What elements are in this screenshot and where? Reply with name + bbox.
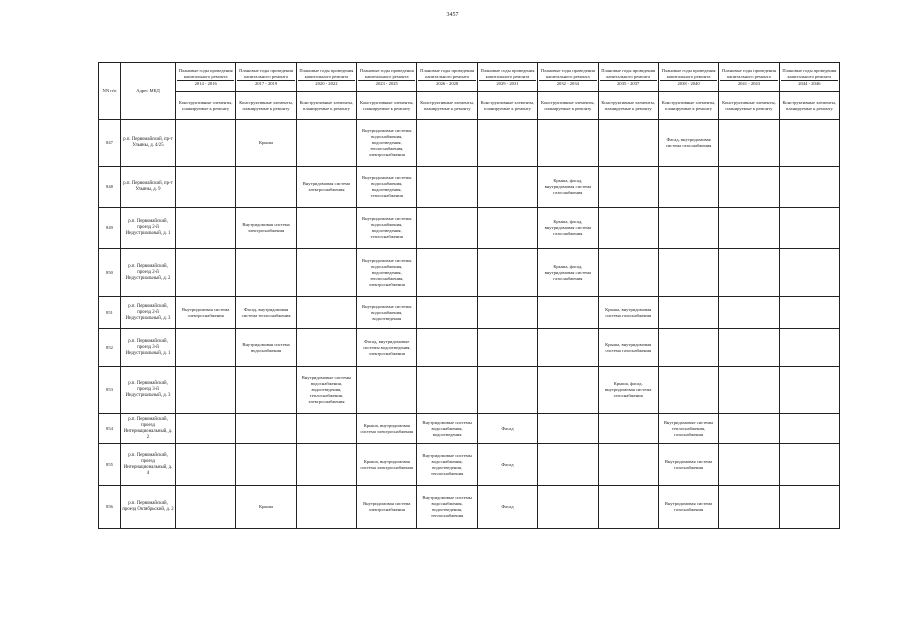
header-address: Адрес МКД — [121, 63, 176, 120]
header-elements-label: Конструктивные элементы, планируемые к ремонту — [296, 92, 356, 120]
header-nn: NN п/п — [99, 63, 121, 120]
table-row — [99, 249, 840, 297]
row-number: 856 — [99, 486, 121, 529]
row-cell-period-7 — [598, 444, 658, 486]
row-cell-period-8 — [658, 167, 718, 208]
row-cell-period-7 — [598, 120, 658, 167]
table-row — [99, 167, 840, 208]
row-cell-period-4 — [417, 329, 477, 367]
header-planned-label: Плановые годы проведения капитального ремонта — [359, 67, 414, 79]
repair-schedule-table — [98, 62, 840, 529]
row-cell-period-9 — [719, 297, 779, 329]
row-cell-period-1 — [236, 249, 296, 297]
header-elements-label: Конструктивные элементы, планируемые к ремонту — [176, 92, 236, 120]
row-cell-period-10 — [779, 414, 839, 444]
row-number: 850 — [99, 249, 121, 297]
header-years: 2017 - 2019 — [237, 80, 294, 87]
header-elements-label: Конструктивные элементы, планируемые к ремонту — [658, 92, 718, 120]
row-cell-period-1: Фасад, внутридомовая система теплоснабжения — [236, 297, 296, 329]
row-cell-period-2 — [296, 249, 356, 297]
header-planned-label: Плановые годы проведения капитального ремонта — [782, 67, 837, 79]
row-cell-period-1 — [236, 367, 296, 414]
header-planned-label: Плановые годы проведения капитального ремонта — [239, 67, 293, 79]
header-planned-label: Плановые годы проведения капитального ремонта — [661, 67, 716, 79]
row-cell-period-0 — [176, 414, 236, 444]
row-cell-period-6 — [538, 297, 598, 329]
row-cell-period-10 — [779, 167, 839, 208]
header-planned-label: Плановые годы проведения капитального ремонта — [540, 67, 595, 79]
row-cell-period-5: Фасад — [477, 414, 537, 444]
header-planned-label: Плановые годы проведения капитального ремонта — [601, 67, 656, 79]
row-cell-period-3: Фасад, внутридомовые системы водоотведения, электроснабжения — [357, 329, 417, 367]
row-address: р.п. Первомайский, проезд Октябрьский, д. 2 — [121, 486, 176, 529]
row-address: р.п. Первомайский, пр-т Ульяны, д. 4/25 — [121, 120, 176, 167]
row-cell-period-7: Крыша, внутридомовая система газоснабжения — [598, 329, 658, 367]
row-cell-period-2 — [296, 297, 356, 329]
row-number: 849 — [99, 208, 121, 249]
row-cell-period-3: Внутридомовые системы водоснабжения, водоотведения, теплоснабжения, электроснабжения — [357, 249, 417, 297]
row-cell-period-2 — [296, 208, 356, 249]
row-number: 853 — [99, 367, 121, 414]
row-cell-period-7 — [598, 208, 658, 249]
header-years: 2029 - 2031 — [479, 80, 536, 87]
row-cell-period-9 — [719, 486, 779, 529]
row-cell-period-10 — [779, 297, 839, 329]
row-cell-period-10 — [779, 444, 839, 486]
header-period-0 — [176, 63, 236, 92]
row-cell-period-8 — [658, 249, 718, 297]
row-cell-period-8 — [658, 208, 718, 249]
row-cell-period-3: Внутридомовые системы водоснабжения, водоотведения, теплоснабжения — [357, 167, 417, 208]
row-number: 854 — [99, 414, 121, 444]
header-years: 2038 - 2040 — [660, 80, 717, 87]
row-cell-period-7 — [598, 486, 658, 529]
row-cell-period-7 — [598, 167, 658, 208]
row-cell-period-5 — [477, 167, 537, 208]
table-row — [99, 486, 840, 529]
header-years: 2044 - 2046 — [781, 80, 838, 87]
row-cell-period-0 — [176, 208, 236, 249]
row-cell-period-7: Крыша, внутридомовая система газоснабжения — [598, 297, 658, 329]
row-cell-period-8: Внутридомовая система газоснабжения — [658, 486, 718, 529]
header-years: 2035 - 2037 — [600, 80, 657, 87]
header-elements-label: Конструктивные элементы, планируемые к ремонту — [357, 92, 417, 120]
row-cell-period-6 — [538, 329, 598, 367]
header-elements-label: Конструктивные элементы, планируемые к ремонту — [477, 92, 537, 120]
table-row — [99, 297, 840, 329]
table-row — [99, 444, 840, 486]
row-cell-period-5 — [477, 120, 537, 167]
row-cell-period-0 — [176, 486, 236, 529]
row-cell-period-3 — [357, 367, 417, 414]
row-cell-period-9 — [719, 329, 779, 367]
row-cell-period-1 — [236, 167, 296, 208]
row-cell-period-8 — [658, 297, 718, 329]
header-years: 2032 - 2034 — [539, 80, 596, 87]
row-number: 847 — [99, 120, 121, 167]
row-address: р.п. Первомайский, проезд 2-й Индустриальный, д. 2 — [121, 249, 176, 297]
row-cell-period-9 — [719, 120, 779, 167]
header-elements-label: Конструктивные элементы, планируемые к ремонту — [598, 92, 658, 120]
row-cell-period-6 — [538, 120, 598, 167]
header-elements-label: Конструктивные элементы, планируемые к ремонту — [719, 92, 779, 120]
row-address: р.п. Первомайский, проезд 2-й Индустриальный, д. 3 — [121, 297, 176, 329]
row-cell-period-6: Крыша, фасад, внутридомовая система газоснабжения — [538, 249, 598, 297]
row-cell-period-9 — [719, 367, 779, 414]
row-address: р.п. Первомайский, проезд 3-й Индустриальный, д. 3 — [121, 367, 176, 414]
row-cell-period-8 — [658, 367, 718, 414]
row-cell-period-1: Крыша — [236, 120, 296, 167]
row-cell-period-4 — [417, 367, 477, 414]
row-cell-period-4 — [417, 167, 477, 208]
row-address: р.п. Первомайский, проезд 3-й Индустриальный, д. 1 — [121, 329, 176, 367]
table-row — [99, 367, 840, 414]
row-cell-period-4 — [417, 208, 477, 249]
row-cell-period-8: Внутридомовая система газоснабжения — [658, 444, 718, 486]
row-cell-period-2 — [296, 414, 356, 444]
row-cell-period-4 — [417, 120, 477, 167]
row-cell-period-4 — [417, 297, 477, 329]
page-number: 3457 — [446, 12, 459, 18]
row-cell-period-5 — [477, 249, 537, 297]
header-period-10 — [779, 63, 839, 92]
header-planned-label: Плановые годы проведения капитального ремонта — [480, 67, 535, 79]
header-years: 2020 - 2022 — [298, 80, 355, 87]
header-period-8 — [658, 63, 718, 92]
row-cell-period-5 — [477, 367, 537, 414]
row-cell-period-7 — [598, 414, 658, 444]
header-period-7 — [598, 63, 658, 92]
header-elements-label: Конструктивные элементы, планируемые к ремонту — [779, 92, 839, 120]
row-cell-period-5 — [477, 329, 537, 367]
row-cell-period-3: Внутридомовые системы водоснабжения, водоотведения — [357, 297, 417, 329]
row-cell-period-8: Фасад, внутридомовая система газоснабжения — [658, 120, 718, 167]
header-years: 2026 - 2028 — [418, 80, 475, 87]
row-cell-period-0 — [176, 367, 236, 414]
table-row — [99, 208, 840, 249]
row-cell-period-7: Крыша, фасад, внутридомовая система газоснабжения — [598, 367, 658, 414]
header-period-1 — [236, 63, 296, 92]
row-cell-period-0 — [176, 329, 236, 367]
row-cell-period-2 — [296, 120, 356, 167]
row-cell-period-2: Внутридомовая система электроснабжения — [296, 167, 356, 208]
header-period-2 — [296, 63, 356, 92]
row-cell-period-6: Крыша, фасад, внутридомовая система газоснабжения — [538, 167, 598, 208]
row-cell-period-6 — [538, 486, 598, 529]
row-cell-period-9 — [719, 444, 779, 486]
header-planned-label: Плановые годы проведения капитального ремонта — [299, 67, 354, 79]
row-cell-period-10 — [779, 486, 839, 529]
row-cell-period-0 — [176, 249, 236, 297]
row-cell-period-9 — [719, 249, 779, 297]
row-number: 851 — [99, 297, 121, 329]
row-cell-period-5: Фасад — [477, 444, 537, 486]
row-cell-period-10 — [779, 329, 839, 367]
row-cell-period-9 — [719, 167, 779, 208]
row-cell-period-3: Крыша, внутридомовая система электроснабжения — [357, 414, 417, 444]
header-period-9 — [719, 63, 779, 92]
row-cell-period-2 — [296, 486, 356, 529]
row-cell-period-4 — [417, 249, 477, 297]
row-cell-period-4: Внутридомовые системы водоснабжения, водоотведения — [417, 414, 477, 444]
row-number: 852 — [99, 329, 121, 367]
row-cell-period-1 — [236, 414, 296, 444]
row-address: р.п. Первомайский, пр-т Ульяны, д. 9 — [121, 167, 176, 208]
header-period-6 — [538, 63, 598, 92]
header-years: 2014 - 2016 — [177, 80, 234, 87]
header-planned-label: Плановые годы проведения капитального ремонта — [178, 67, 233, 79]
row-address: р.п. Первомайский, проезд Интернациональный, д. 2 — [121, 414, 176, 444]
table-row — [99, 329, 840, 367]
row-address: р.п. Первомайский, проезд 2-й Индустриальный, д. 1 — [121, 208, 176, 249]
row-number: 848 — [99, 167, 121, 208]
row-cell-period-8 — [658, 329, 718, 367]
row-cell-period-1: Крыша — [236, 486, 296, 529]
header-elements-label: Конструктивные элементы, планируемые к ремонту — [417, 92, 477, 120]
row-address: р.п. Первомайский, проезд Интернациональный, д. 4 — [121, 444, 176, 486]
row-cell-period-6 — [538, 367, 598, 414]
header-period-4 — [417, 63, 477, 92]
row-number: 855 — [99, 444, 121, 486]
header-planned-label: Плановые годы проведения капитального ремонта — [721, 67, 776, 79]
row-cell-period-2 — [296, 329, 356, 367]
row-cell-period-10 — [779, 120, 839, 167]
row-cell-period-1 — [236, 444, 296, 486]
row-cell-period-5: Фасад — [477, 486, 537, 529]
row-cell-period-3: Внутридомовые системы водоснабжения, водоотведения, теплоснабжения — [357, 208, 417, 249]
row-cell-period-2 — [296, 444, 356, 486]
row-cell-period-0 — [176, 444, 236, 486]
header-years: 2023 - 2025 — [358, 80, 415, 87]
header-period-5 — [477, 63, 537, 92]
row-cell-period-9 — [719, 414, 779, 444]
header-period-3 — [357, 63, 417, 92]
table-row — [99, 120, 840, 167]
row-cell-period-4: Внутридомовые системы водоснабжения, водоотведения, теплоснабжения — [417, 444, 477, 486]
table-row — [99, 414, 840, 444]
header-elements-label: Конструктивные элементы, планируемые к ремонту — [236, 92, 296, 120]
header-elements-label: Конструктивные элементы, планируемые к ремонту — [538, 92, 598, 120]
row-cell-period-9 — [719, 208, 779, 249]
row-cell-period-0 — [176, 120, 236, 167]
header-planned-label: Плановые годы проведения капитального ремонта — [420, 67, 475, 79]
header-years: 2041 - 2043 — [720, 80, 777, 87]
row-cell-period-8: Внутридомовые системы теплоснабжения, газоснабжения — [658, 414, 718, 444]
row-cell-period-10 — [779, 208, 839, 249]
row-cell-period-6 — [538, 414, 598, 444]
row-cell-period-6: Крыша, фасад, внутридомовая система газоснабжения — [538, 208, 598, 249]
row-cell-period-3: Внутридомовая система электроснабжения — [357, 486, 417, 529]
row-cell-period-10 — [779, 249, 839, 297]
row-cell-period-0 — [176, 167, 236, 208]
row-cell-period-5 — [477, 297, 537, 329]
row-cell-period-5 — [477, 208, 537, 249]
row-cell-period-3: Крыша, внутридомовая система электроснабжения — [357, 444, 417, 486]
row-cell-period-6 — [538, 444, 598, 486]
row-cell-period-4: Внутридомовые системы водоснабжения, водоотведения, теплоснабжения — [417, 486, 477, 529]
row-cell-period-7 — [598, 249, 658, 297]
row-cell-period-10 — [779, 367, 839, 414]
row-cell-period-1: Внутридомовая система водоснабжения — [236, 329, 296, 367]
row-cell-period-3: Внутридомовые системы водоснабжения, водоотведения, теплоснабжения, электроснабжения — [357, 120, 417, 167]
row-cell-period-2: Внутридомовые системы водоснабжения, водоотведения, теплоснабжения, электроснабжения — [296, 367, 356, 414]
row-cell-period-1: Внутридомовая система электроснабжения — [236, 208, 296, 249]
row-cell-period-0: Внутридомовая система электроснабжения — [176, 297, 236, 329]
